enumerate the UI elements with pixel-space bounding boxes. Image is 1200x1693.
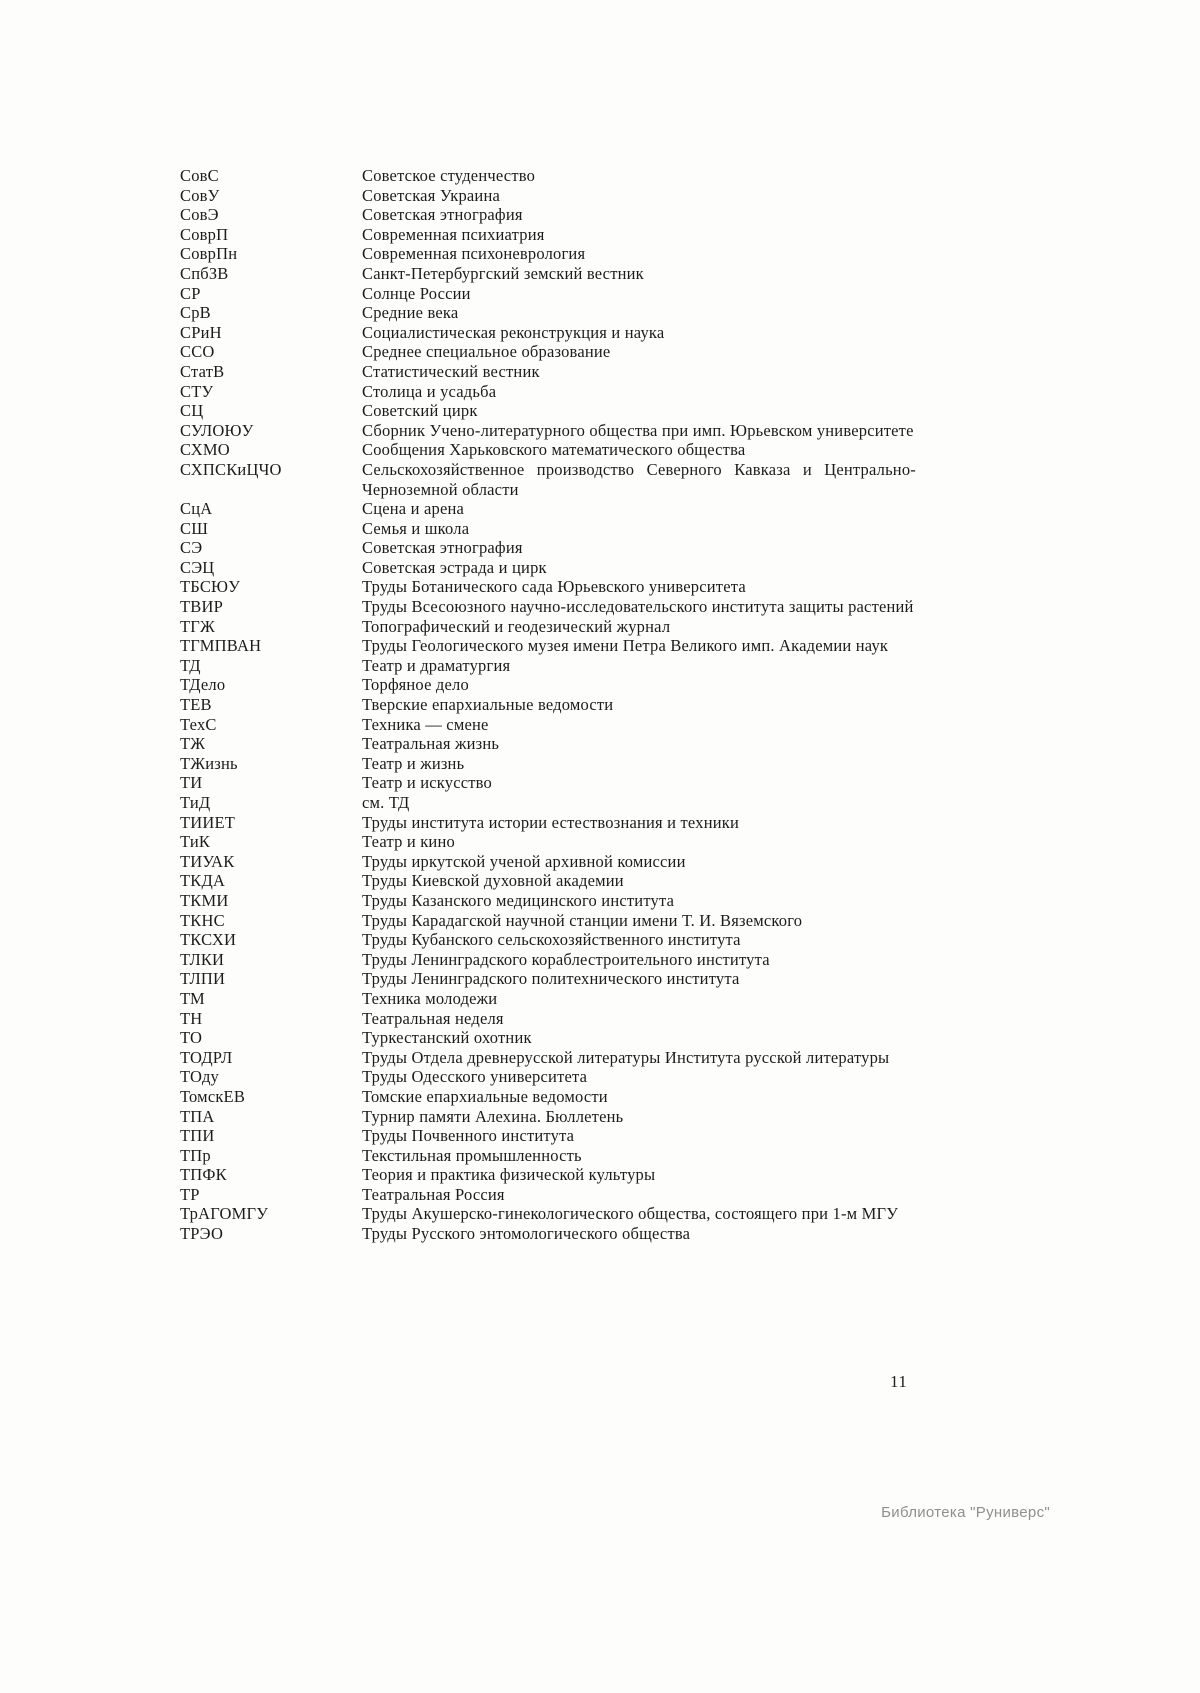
list-item bbox=[180, 244, 916, 264]
definition: Труды Ленинградского политехнического института bbox=[362, 969, 740, 989]
abbreviation: СрВ bbox=[180, 303, 211, 323]
definition: Сообщения Харьковского математического общества bbox=[362, 440, 746, 460]
abbreviation: ТиК bbox=[180, 832, 211, 852]
abbreviation: ТВИР bbox=[180, 597, 223, 617]
library-watermark: Библиотека "Руниверс" bbox=[881, 1504, 1050, 1521]
definition: Столица и усадьба bbox=[362, 381, 497, 401]
abbreviation: ТехС bbox=[180, 714, 217, 734]
abbreviation: СХМО bbox=[180, 440, 230, 460]
definition: Тверские епархиальные ведомости bbox=[362, 695, 614, 715]
abbreviation: ТДело bbox=[180, 675, 226, 695]
abbreviation: ТиД bbox=[180, 793, 211, 812]
definition: Семья и школа bbox=[362, 518, 470, 538]
definition: Театральная Россия bbox=[362, 1184, 505, 1204]
definition: Театр и кино bbox=[362, 832, 455, 852]
list-item bbox=[180, 989, 916, 1009]
list-item bbox=[180, 577, 916, 597]
list-item bbox=[180, 1165, 916, 1185]
list-item bbox=[180, 1048, 916, 1068]
abbreviation: СР bbox=[180, 283, 201, 303]
list-item bbox=[180, 950, 916, 970]
definition: Труды Кубанского сельскохозяйственного института bbox=[362, 930, 741, 950]
abbreviation: ТРЭО bbox=[180, 1224, 224, 1244]
list-item bbox=[180, 264, 916, 284]
definition: Театральная жизнь bbox=[362, 734, 500, 754]
abbreviation: ТрАГОМГУ bbox=[180, 1204, 269, 1224]
list-item bbox=[180, 656, 916, 676]
abbreviation: ТомскЕВ bbox=[180, 1086, 246, 1106]
definition: Современная психоневрология bbox=[362, 244, 586, 264]
abbreviation: ТД bbox=[180, 655, 201, 675]
abbreviation: СпбЗВ bbox=[180, 263, 229, 283]
abbreviation: СУЛОЮУ bbox=[180, 420, 254, 440]
list-item bbox=[180, 1009, 916, 1029]
definition: Труды Одесского университета bbox=[362, 1067, 588, 1087]
list-item bbox=[180, 852, 916, 872]
abbreviation: ТПр bbox=[180, 1145, 211, 1165]
abbreviation: СовУ bbox=[180, 185, 220, 205]
definition: Советская этнография bbox=[362, 538, 523, 558]
abbreviation: СТУ bbox=[180, 381, 214, 401]
definition: Туркестанский охотник bbox=[362, 1028, 532, 1048]
abbreviation: ТЛПИ bbox=[180, 969, 226, 989]
abbreviation: СцА bbox=[180, 499, 213, 519]
list-item bbox=[180, 1126, 916, 1146]
definition: Советское студенчество bbox=[362, 166, 536, 185]
abbreviation: СЦ bbox=[180, 401, 204, 421]
definition: Труды Киевской духовной академии bbox=[362, 871, 624, 891]
list-item bbox=[180, 440, 916, 460]
list-item bbox=[180, 715, 916, 735]
abbreviation: ТЛКИ bbox=[180, 949, 225, 969]
definition: см. ТД bbox=[362, 793, 410, 812]
list-item bbox=[180, 558, 916, 578]
definition: Советская этнография bbox=[362, 205, 523, 225]
definition: Статистический вестник bbox=[362, 361, 540, 381]
list-item bbox=[180, 499, 916, 519]
definition: Топографический и геодезический журнал bbox=[362, 616, 671, 636]
definition: Турнир памяти Алехина. Бюллетень bbox=[362, 1106, 624, 1126]
list-item bbox=[180, 382, 916, 402]
abbreviation: СтатВ bbox=[180, 361, 225, 381]
definition: Советская эстрада и цирк bbox=[362, 557, 547, 577]
abbreviation: ТКСХИ bbox=[180, 930, 237, 950]
abbreviation: СХПСКиЦЧО bbox=[180, 459, 282, 479]
abbreviation: ТИ bbox=[180, 773, 203, 793]
list-item bbox=[180, 342, 916, 362]
definition: Торфяное дело bbox=[362, 675, 469, 695]
list-item bbox=[180, 734, 916, 754]
abbreviation: ТГМПВАН bbox=[180, 636, 262, 656]
list-item bbox=[180, 166, 916, 186]
list-item bbox=[180, 1028, 916, 1048]
abbreviation: ТПА bbox=[180, 1106, 215, 1126]
list-item bbox=[180, 1224, 916, 1244]
list-item bbox=[180, 460, 916, 499]
definition: Труды Геологического музея имени Петра Великого имп. Академии наук bbox=[362, 636, 889, 656]
list-item bbox=[180, 675, 916, 695]
definition: Советский цирк bbox=[362, 401, 478, 421]
list-item bbox=[180, 813, 916, 833]
abbreviation: ТМ bbox=[180, 988, 205, 1008]
list-item bbox=[180, 754, 916, 774]
abbreviation: ТКДА bbox=[180, 871, 226, 891]
abbreviation: СЭ bbox=[180, 538, 203, 558]
abbreviation: СовЭ bbox=[180, 205, 219, 225]
list-item bbox=[180, 186, 916, 206]
abbreviation: ТОду bbox=[180, 1067, 220, 1087]
abbreviation: СЭЦ bbox=[180, 557, 215, 577]
definition: Текстильная промышленность bbox=[362, 1145, 582, 1165]
definition: Труды Отдела древнерусской литературы Института русской литературы bbox=[362, 1047, 890, 1067]
list-item bbox=[180, 323, 916, 343]
definition: Труды института истории естествознания и техники bbox=[362, 812, 739, 832]
definition: Театр и драматургия bbox=[362, 655, 511, 675]
list-item bbox=[180, 1107, 916, 1127]
definition: Средние века bbox=[362, 303, 459, 323]
list-item bbox=[180, 930, 916, 950]
abbreviation: ТОДРЛ bbox=[180, 1047, 233, 1067]
list-item bbox=[180, 1087, 916, 1107]
definition: Среднее специальное образование bbox=[362, 342, 611, 362]
list-item bbox=[180, 891, 916, 911]
definition: Труды Казанского медицинского института bbox=[362, 890, 675, 910]
definition: Современная психиатрия bbox=[362, 224, 545, 244]
abbreviation: ТО bbox=[180, 1028, 203, 1048]
list-item bbox=[180, 284, 916, 304]
list-item bbox=[180, 303, 916, 323]
abbreviation: СоврП bbox=[180, 224, 229, 244]
list-item bbox=[180, 911, 916, 931]
abbreviation: ТИУАК bbox=[180, 851, 235, 871]
definition: Труды Русского энтомологического общества bbox=[362, 1224, 691, 1244]
list-item bbox=[180, 225, 916, 245]
list-item bbox=[180, 793, 916, 813]
abbreviation: ТИИЕТ bbox=[180, 812, 236, 832]
definition: Томские епархиальные ведомости bbox=[362, 1086, 608, 1106]
abbreviation: СШ bbox=[180, 518, 209, 538]
abbreviation: ТКНС bbox=[180, 910, 225, 930]
list-item bbox=[180, 401, 916, 421]
definition: Труды Почвенного института bbox=[362, 1126, 575, 1146]
definition: Сборник Учено-литературного общества при имп. Юрьевском университете bbox=[362, 420, 914, 440]
abbreviation: ТБСЮУ bbox=[180, 577, 241, 597]
list-item bbox=[180, 871, 916, 891]
abbreviation: ТЖ bbox=[180, 734, 206, 754]
definition: Санкт-Петербургский земский вестник bbox=[362, 263, 644, 283]
list-item bbox=[180, 832, 916, 852]
abbreviation: ТПИ bbox=[180, 1126, 215, 1146]
abbreviation: СоврПн bbox=[180, 244, 238, 264]
definition: Театральная неделя bbox=[362, 1008, 504, 1028]
abbreviation: СРиН bbox=[180, 322, 222, 342]
abbreviation: СовС bbox=[180, 166, 219, 185]
abbreviation: ТГЖ bbox=[180, 616, 216, 636]
definition: Труды Всесоюзного научно-исследовательского института защиты растений bbox=[362, 597, 914, 617]
definition: Техника — смене bbox=[362, 714, 489, 734]
abbreviation: ССО bbox=[180, 342, 215, 362]
definition: Техника молодежи bbox=[362, 988, 498, 1008]
abbreviation: ТЖизнь bbox=[180, 753, 238, 773]
list-item bbox=[180, 538, 916, 558]
list-item bbox=[180, 1067, 916, 1087]
definition: Сцена и арена bbox=[362, 499, 465, 519]
list-item bbox=[180, 519, 916, 539]
page-number: 11 bbox=[890, 1372, 908, 1391]
definition: Труды Ленинградского кораблестроительного института bbox=[362, 949, 770, 969]
list-item bbox=[180, 1146, 916, 1166]
abbreviation-list bbox=[180, 166, 916, 1244]
list-item bbox=[180, 205, 916, 225]
list-item bbox=[180, 597, 916, 617]
abbreviation: ТН bbox=[180, 1008, 203, 1028]
definition: Театр и искусство bbox=[362, 773, 492, 793]
definition: Труды Акушерско-гинекологического общества, состоящего при 1-м МГУ bbox=[362, 1204, 899, 1224]
definition: Солнце России bbox=[362, 283, 471, 303]
list-item bbox=[180, 969, 916, 989]
definition: Сельскохозяйственное производство Северного Кавказа и Центрально-Черноземной области bbox=[362, 459, 916, 499]
definition: Социалистическая реконструкция и наука bbox=[362, 322, 665, 342]
list-item bbox=[180, 617, 916, 637]
definition: Труды иркутской ученой архивной комиссии bbox=[362, 851, 686, 871]
list-item bbox=[180, 1204, 916, 1224]
list-item bbox=[180, 636, 916, 656]
abbreviation: ТР bbox=[180, 1184, 200, 1204]
definition: Театр и жизнь bbox=[362, 753, 465, 773]
definition: Труды Ботанического сада Юрьевского университета bbox=[362, 577, 746, 597]
list-item bbox=[180, 1185, 916, 1205]
definition: Теория и практика физической культуры bbox=[362, 1165, 656, 1185]
list-item bbox=[180, 421, 916, 441]
abbreviation: ТЕВ bbox=[180, 695, 212, 715]
list-item bbox=[180, 773, 916, 793]
list-item bbox=[180, 695, 916, 715]
list-item bbox=[180, 362, 916, 382]
definition: Советская Украина bbox=[362, 185, 501, 205]
abbreviation: ТПФК bbox=[180, 1165, 227, 1185]
abbreviation: ТКМИ bbox=[180, 890, 229, 910]
definition: Труды Карадагской научной станции имени Т. И. Вяземского bbox=[362, 910, 803, 930]
